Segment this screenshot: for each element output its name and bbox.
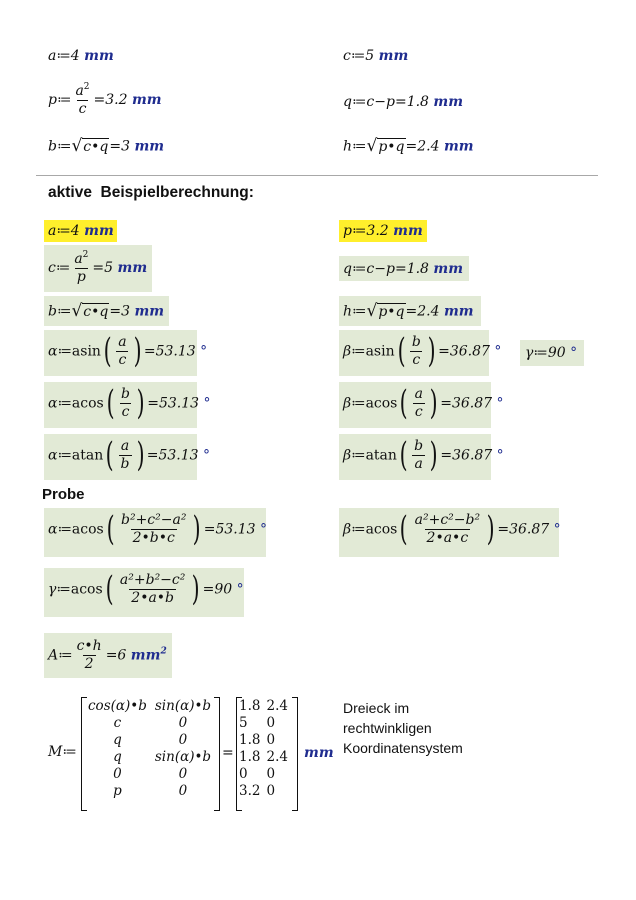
matrix-cell: 5 [239, 715, 248, 731]
matrix-unit: mm [304, 745, 334, 761]
matrix-definition [84, 698, 215, 800]
eq-area: A≔ $\frac{c•h}{2}$ =6 $mm^2$ [48, 638, 167, 672]
matrix-cell: 0 [178, 783, 188, 799]
eq-h-calc: h≔ √ p•q =2.4 mm [343, 301, 474, 321]
matrix-cell: 2.4 [266, 698, 288, 714]
matrix-row [84, 766, 215, 783]
fraction: $\frac{a}{c}$ [118, 334, 127, 368]
result-row [236, 766, 291, 783]
matrix-row [84, 749, 215, 766]
matrix-cell: 0 [266, 732, 276, 748]
matrix-cell: 3.2 [239, 783, 261, 799]
unit-mm: mm [378, 48, 409, 64]
eq-a-input: a≔4 mm [48, 223, 114, 239]
eq-alpha-asin: α≔asin( $\frac{a}{c}$ ) =53.13 ° [48, 331, 208, 372]
eq-beta-acos: β≔acos( $\frac{a}{c}$ ) =36.87 ° [343, 383, 504, 424]
result-row [236, 783, 291, 800]
matrix-cell: 0 [239, 766, 248, 782]
fraction: $\frac{b}{c}$ [411, 334, 421, 368]
eq-a: a≔4 mm [48, 48, 114, 64]
eq-q-calc: q≔c−p=1.8 mm [343, 261, 464, 277]
matrix-cell: q [113, 732, 122, 748]
eq-c-fraction: c≔ $\frac{a^2}{p}$ =5 mm [48, 250, 148, 285]
matrix-row [84, 732, 215, 749]
sqrt-sign: √ p•q [366, 136, 405, 156]
eq-b-sqrt: b≔ √ c•q =3 mm [48, 136, 165, 156]
sqrt-sign: √ c•q [71, 136, 109, 156]
fraction: $\frac{a}{b}$ [120, 438, 130, 472]
matrix-cell: p [113, 783, 122, 799]
eq-beta-asin: β≔asin( $\frac{b}{c}$ ) =36.87 ° [343, 331, 502, 372]
eq-alpha-probe: α≔acos( $\frac{\text{b²+c²−a²}}{2•b•c}$ ) =53.13 ° [48, 509, 267, 550]
eq-q: q≔c−p=1.8 mm [343, 94, 464, 110]
unit-mm: mm [84, 48, 114, 64]
matrix-row [84, 783, 215, 800]
matrix-equals: = [222, 745, 234, 761]
eq-b-calc: b≔ √ c•q =3 mm [48, 301, 165, 321]
fraction: $\frac{a}{c}$ [414, 386, 423, 420]
fraction: $\frac{b}{a}$ [414, 438, 424, 472]
result-bracket-right [292, 697, 298, 811]
fraction: $\frac{a^2}{c}$ [75, 82, 90, 117]
matrix-label: M≔ [48, 744, 77, 760]
matrix-cell: sin(α)•b [154, 698, 212, 714]
fraction: $\frac{\text{b²+c²−a²}}{2•b•c}$ [121, 512, 187, 546]
fraction: $\frac{\text{a²+c²−b²}}{2•a•c}$ [414, 512, 481, 546]
eq-h-sqrt: h≔ √ p•q =2.4 mm [343, 136, 474, 156]
eq-gamma: γ≔90 ° [525, 345, 578, 361]
sqrt-sign: √ c•q [71, 301, 109, 321]
matrix-result [236, 698, 291, 800]
eq-gamma-probe: γ≔acos( $\frac{\text{a²+b²−c²}}{2•a•b}$ ) =90 ° [48, 569, 244, 610]
eq-p-fraction: p≔ $\frac{a^2}{c}$ =3.2 mm [48, 82, 162, 117]
matrix-cell: 1.8 [239, 749, 261, 765]
probe-heading: Probe [42, 486, 85, 503]
section-heading: aktive Beispielberechnung: [48, 184, 254, 201]
matrix-cell: 0 [113, 766, 122, 782]
result-row [236, 715, 291, 732]
result-row [236, 732, 291, 749]
eq-beta-probe: β≔acos( $\frac{\text{a²+c²−b²}}{2•a•c}$ ) =36.87 ° [343, 509, 561, 550]
matrix-cell: 2.4 [266, 749, 288, 765]
matrix-row [84, 715, 215, 732]
matrix-cell: 0 [266, 766, 276, 782]
eq-alpha-atan: α≔atan( $\frac{a}{b}$ ) =53.13 ° [48, 435, 211, 476]
matrix-cell: 0 [178, 766, 188, 782]
matrix-cell: 0 [266, 783, 276, 799]
matrix-cell: c [113, 715, 122, 731]
eq-c: c≔5 mm [343, 48, 409, 64]
matrix-note: Dreieck im rechtwinkligen Koordinatensystem [343, 700, 463, 756]
result-row [236, 698, 291, 715]
sqrt-sign: √ p•q [366, 301, 405, 321]
fraction: $\frac{c•h}{2}$ [76, 638, 102, 672]
eq-beta-atan: β≔atan( $\frac{b}{a}$ ) =36.87 ° [343, 435, 504, 476]
matrix-cell: q [113, 749, 122, 765]
matrix-bracket-right [214, 697, 220, 811]
matrix-cell: cos(α)•b [88, 698, 147, 714]
matrix-cell: sin(α)•b [154, 749, 212, 765]
matrix-cell: 1.8 [239, 732, 261, 748]
matrix-cell: 0 [178, 732, 188, 748]
matrix-cell: 1.8 [239, 698, 261, 714]
fraction: $\frac{\text{a²+b²−c²}}{2•a•b}$ [119, 572, 186, 606]
eq-p-input: p≔3.2 mm [343, 223, 423, 239]
divider [36, 175, 598, 176]
matrix-row [84, 698, 215, 715]
fraction: $\frac{a^2}{p}$ [74, 250, 89, 285]
fraction: $\frac{b}{c}$ [121, 386, 130, 420]
result-row [236, 749, 291, 766]
matrix-cell: 0 [266, 715, 276, 731]
matrix-cell: 0 [178, 715, 188, 731]
eq-alpha-acos: α≔acos( $\frac{b}{c}$ ) =53.13 ° [48, 383, 211, 424]
